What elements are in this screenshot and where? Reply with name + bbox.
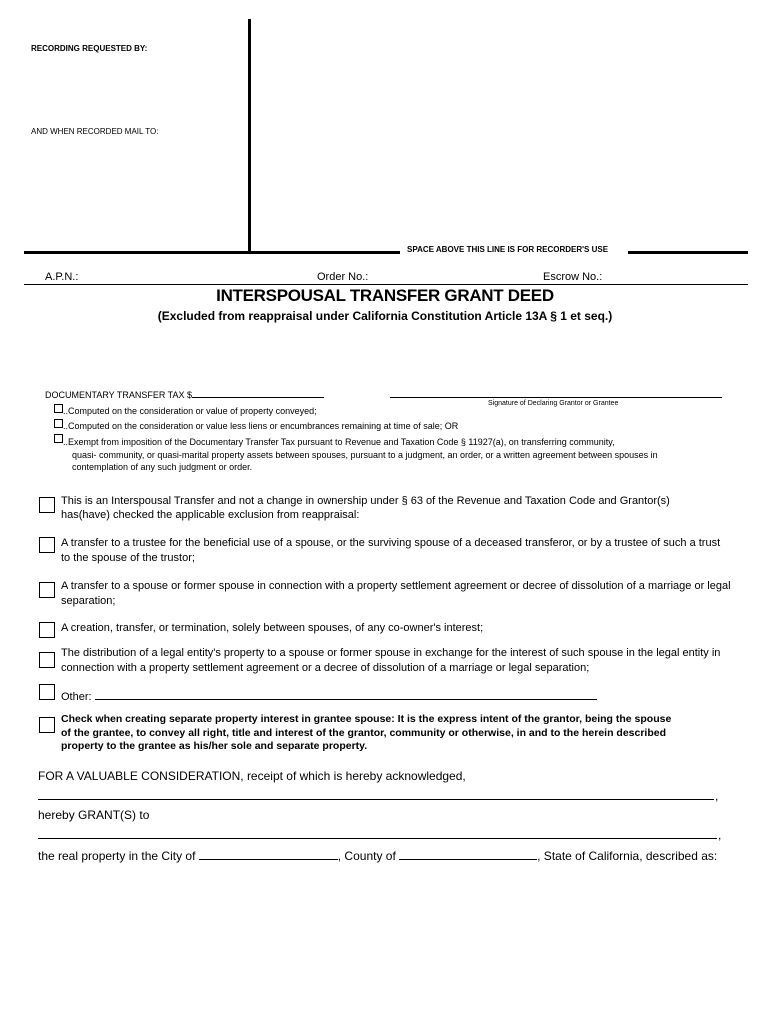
escrow-no-label: Escrow No.: bbox=[543, 271, 603, 283]
trustee-transfer-checkbox[interactable] bbox=[39, 537, 55, 553]
settlement-transfer-text-1: A transfer to a spouse or former spouse in connection with a property settlement agreement or decree of dissolution of a marriage or legal bbox=[61, 580, 731, 592]
coowner-interest-text: A creation, transfer, or termination, solely between spouses, of any co-owner's interest; bbox=[61, 622, 484, 634]
separate-property-text-1: Check when creating separate property interest in grantee spouse: It is the express intent of the grantor, being the spouse bbox=[61, 713, 672, 725]
header-vertical-divider bbox=[248, 19, 251, 253]
apn-label: A.P.N.: bbox=[45, 271, 79, 283]
tax-option-exempt: ..Exempt from imposition of the Documentary Transfer Tax pursuant to Revenue and Taxation Code § 11927(a), on transferring community, bbox=[63, 437, 615, 447]
grantor-line[interactable] bbox=[38, 799, 714, 800]
document-subtitle: (Excluded from reappraisal under California Constitution Article 13A § 1 et seq.) bbox=[157, 309, 613, 323]
entity-distribution-text-1: The distribution of a legal entity's property to a spouse or former spouse in exchange for the interest of such spouse in the legal entity in bbox=[61, 647, 721, 659]
separate-property-text-3: property to the grantee as his/her sole and separate property. bbox=[61, 740, 368, 752]
interspousal-transfer-checkbox[interactable] bbox=[39, 497, 55, 513]
trustee-transfer-text-1: A transfer to a trustee for the beneficial use of a spouse, or the surviving spouse of a deceased transferor, or by a trustee of such a trust bbox=[61, 537, 721, 549]
transfer-tax-label: DOCUMENTARY TRANSFER TAX $ bbox=[45, 390, 193, 400]
settlement-transfer-text-2: separation; bbox=[61, 595, 116, 607]
grantor-line-comma: , bbox=[715, 789, 719, 803]
city-prefix-text: the real property in the City of bbox=[38, 849, 196, 863]
state-suffix-text: , State of California, described as: bbox=[537, 849, 718, 863]
recorder-line-right bbox=[628, 251, 748, 254]
interspousal-transfer-text-1: This is an Interspousal Transfer and not a change in ownership under § 63 of the Revenue and Taxation Code and Grantor(s) bbox=[61, 495, 670, 507]
grantee-line[interactable] bbox=[38, 838, 717, 839]
city-field[interactable] bbox=[199, 847, 338, 860]
other-label: Other: bbox=[61, 691, 92, 703]
recorder-line-left bbox=[24, 251, 400, 254]
tax-exempt-checkbox[interactable] bbox=[54, 434, 63, 443]
entity-distribution-checkbox[interactable] bbox=[39, 652, 55, 668]
signature-label: Signature of Declaring Grantor or Grantee bbox=[488, 400, 619, 407]
tax-option-less-liens: ..Computed on the consideration or value less liens or encumbrances remaining at time of sale; OR bbox=[63, 421, 459, 431]
interspousal-transfer-text-2: has(have) checked the applicable exclusion from reappraisal: bbox=[61, 509, 360, 521]
other-exclusion-checkbox[interactable] bbox=[39, 684, 55, 700]
tax-exempt-continued-1: quasi- community, or quasi-marital property assets between spouses, pursuant to a judgment, an order, or a written agreement between spouses in bbox=[72, 450, 658, 460]
title-rule bbox=[24, 284, 748, 285]
settlement-transfer-checkbox[interactable] bbox=[39, 582, 55, 598]
valuable-consideration-text: FOR A VALUABLE CONSIDERATION, receipt of which is hereby acknowledged, bbox=[38, 769, 466, 783]
space-above-label: SPACE ABOVE THIS LINE IS FOR RECORDER'S USE bbox=[407, 245, 609, 254]
trustee-transfer-text-2: to the spouse of the trustor; bbox=[61, 552, 195, 564]
entity-distribution-text-2: connection with a property settlement agreement or a decree of dissolution of a marriage or legal separation; bbox=[61, 662, 590, 674]
county-prefix-text: , County of bbox=[337, 849, 396, 863]
tax-option-full-value: ..Computed on the consideration or value of property conveyed; bbox=[63, 406, 317, 416]
separate-property-checkbox[interactable] bbox=[39, 717, 55, 733]
order-no-label: Order No.: bbox=[317, 271, 369, 283]
separate-property-text-2: of the grantee, to convey all right, title and interest of the grantor, community or otherwise, in and to the herein described bbox=[61, 727, 667, 739]
tax-computed-full-checkbox[interactable] bbox=[54, 404, 63, 413]
grantee-line-comma: , bbox=[718, 828, 722, 842]
coowner-interest-checkbox[interactable] bbox=[39, 622, 55, 638]
transfer-tax-amount-field[interactable] bbox=[192, 386, 324, 398]
document-title: INTERSPOUSAL TRANSFER GRANT DEED bbox=[216, 286, 554, 305]
recording-requested-by-label: RECORDING REQUESTED BY: bbox=[31, 44, 148, 53]
tax-exempt-continued-2: contemplation of any such judgment or order. bbox=[72, 462, 253, 472]
signature-line[interactable] bbox=[390, 397, 722, 398]
county-field[interactable] bbox=[399, 847, 537, 860]
other-field[interactable] bbox=[95, 689, 597, 700]
grants-to-text: hereby GRANT(S) to bbox=[38, 808, 150, 822]
tax-computed-less-liens-checkbox[interactable] bbox=[54, 419, 63, 428]
mail-to-label: AND WHEN RECORDED MAIL TO: bbox=[31, 127, 159, 136]
